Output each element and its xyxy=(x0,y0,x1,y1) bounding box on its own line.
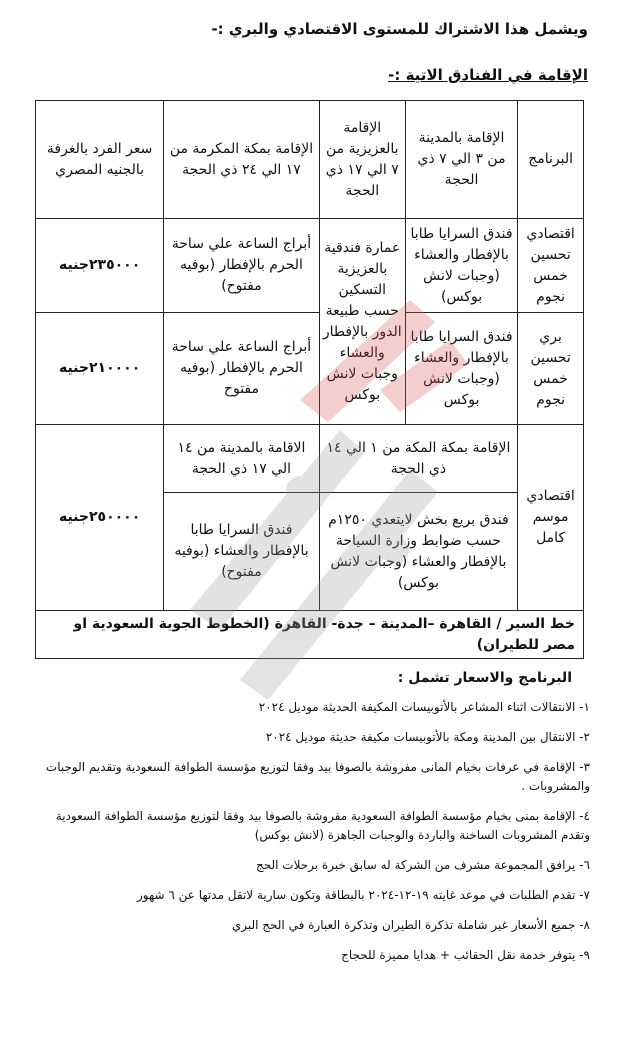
route-row xyxy=(36,611,584,659)
list-item: ٨- جميع الأسعار غير شاملة تذكرة الطيران وتذكرة العبارة في الحج البري xyxy=(231,918,590,932)
includes-heading: البرنامج والاسعار تشمل : xyxy=(397,670,572,686)
row2-price: ٢١٠٠٠٠جنيه xyxy=(36,313,164,425)
pricing-table xyxy=(35,100,584,659)
table-header-row xyxy=(36,101,584,219)
row3-makkah-detail: فندق بريع بخش لايتعدي ١٢٥٠م حسب ضوابط وزارة السياحة بالإفطار والعشاء (وجبات لانش بوكس) xyxy=(319,493,518,611)
list-item: ٢- الانتقال بين المدينة ومكة بالأتوبيسات مكيفة حديثة موديل ٢٠٢٤ xyxy=(265,730,590,744)
list-item: ٣- الإقامة في عرفات بخيام المانى مفروشة بالصوفا بيد وفقا لتوزيع مؤسسة الطوافة السعودية وتقديم الوجبات والمشروبات . xyxy=(45,760,590,793)
row3-medina-detail: فندق السرايا طابا بالإفطار والعشاء (بوفيه مفتوح) xyxy=(164,493,319,611)
table-row xyxy=(36,219,584,313)
header-makkah: الإقامة بمكة المكرمة من ١٧ الي ٢٤ ذي الحجة xyxy=(164,101,319,219)
row3-program: اقتصادي موسم كامل xyxy=(518,425,584,611)
row1-makkah: أبراج الساعة علي ساحة الحرم بالإفطار (بوفيه مفتوح) xyxy=(164,219,319,313)
row2-makkah: أبراج الساعة علي ساحة الحرم بالإفطار (بوفيه مفتوح xyxy=(164,313,319,425)
list-item: ٦- يرافق المجموعة مشرف من الشركة له سابق خبرة برحلات الحج xyxy=(255,858,590,872)
row3-makkah-head: الإقامة بمكة المكة من ١ الي ١٤ ذي الحجة xyxy=(319,425,518,493)
row1-medina: فندق السرايا طابا بالإفطار والعشاء (وجبات لانش بوكس) xyxy=(405,219,517,313)
row3-price: ٢٥٠٠٠٠جنيه xyxy=(36,425,164,611)
list-item: ٧- تقدم الطلبات في موعد غايته ١٩-١٢-٢٠٢٤ بالبطاقة وتكون سارية لاتقل مدتها عن ٦ شهور xyxy=(136,888,590,902)
row2-program: بري تحسين خمس نجوم xyxy=(518,313,584,425)
header-medina: الإقامة بالمدينة من ٣ الي ٧ ذي الحجة xyxy=(405,101,517,219)
row1-price: ٢٣٥٠٠٠جنيه xyxy=(36,219,164,313)
aziziya-hotel: عمارة فندقية بالعزيزية التسكين حسب طبيعة الدور بالإفطار والعشاء وجبات لانش بوكس xyxy=(319,219,405,425)
header-aziziya: الإقامة بالعزيزية من ٧ الي ١٧ ذي الحجة xyxy=(319,101,405,219)
header-program: البرنامج xyxy=(518,101,584,219)
header-price: سعر الفرد بالغرفة بالجنيه المصري xyxy=(36,101,164,219)
row2-medina: فندق السرايا طابا بالإفطار والعشاء (وجبات لانش بوكس xyxy=(405,313,517,425)
row3-medina-head: الاقامة بالمدينة من ١٤ الي ١٧ ذي الحجة xyxy=(164,425,319,493)
table-row xyxy=(36,313,584,425)
list-item: ٩- يتوفر خدمة نقل الحقائب + هدايا مميزة للحجاج xyxy=(341,948,590,962)
section-heading: ويشمل هذا الاشتراك للمستوى الاقتصادي والبري :- xyxy=(211,20,588,38)
row1-program: اقتصادي تحسين خمس نجوم xyxy=(518,219,584,313)
list-item: ١- الانتقالات اثناء المشاعر بالأتوبيسات المكيفة الحديثة موديل ٢٠٢٤ xyxy=(258,700,590,714)
includes-list xyxy=(30,698,590,976)
list-item: ٤- الإقامة بمنى بخيام مؤسسة الطوافة السعودية مفروشة بالصوفا بيد وفقا لتوزيع مؤسسة الطوافة السعودية وتقدم المشروبات الساخنة والباردة والوجبات الجاهزة (لانش بوكس) xyxy=(55,809,590,842)
route-text: خط السير / القاهرة –المدينة – جدة- القاهرة (الخطوط الجوية السعودية او مصر للطيران) xyxy=(36,611,584,659)
hotels-heading: الإقامة في الفنادق الاتية :- xyxy=(388,66,588,84)
table-row xyxy=(36,425,584,493)
